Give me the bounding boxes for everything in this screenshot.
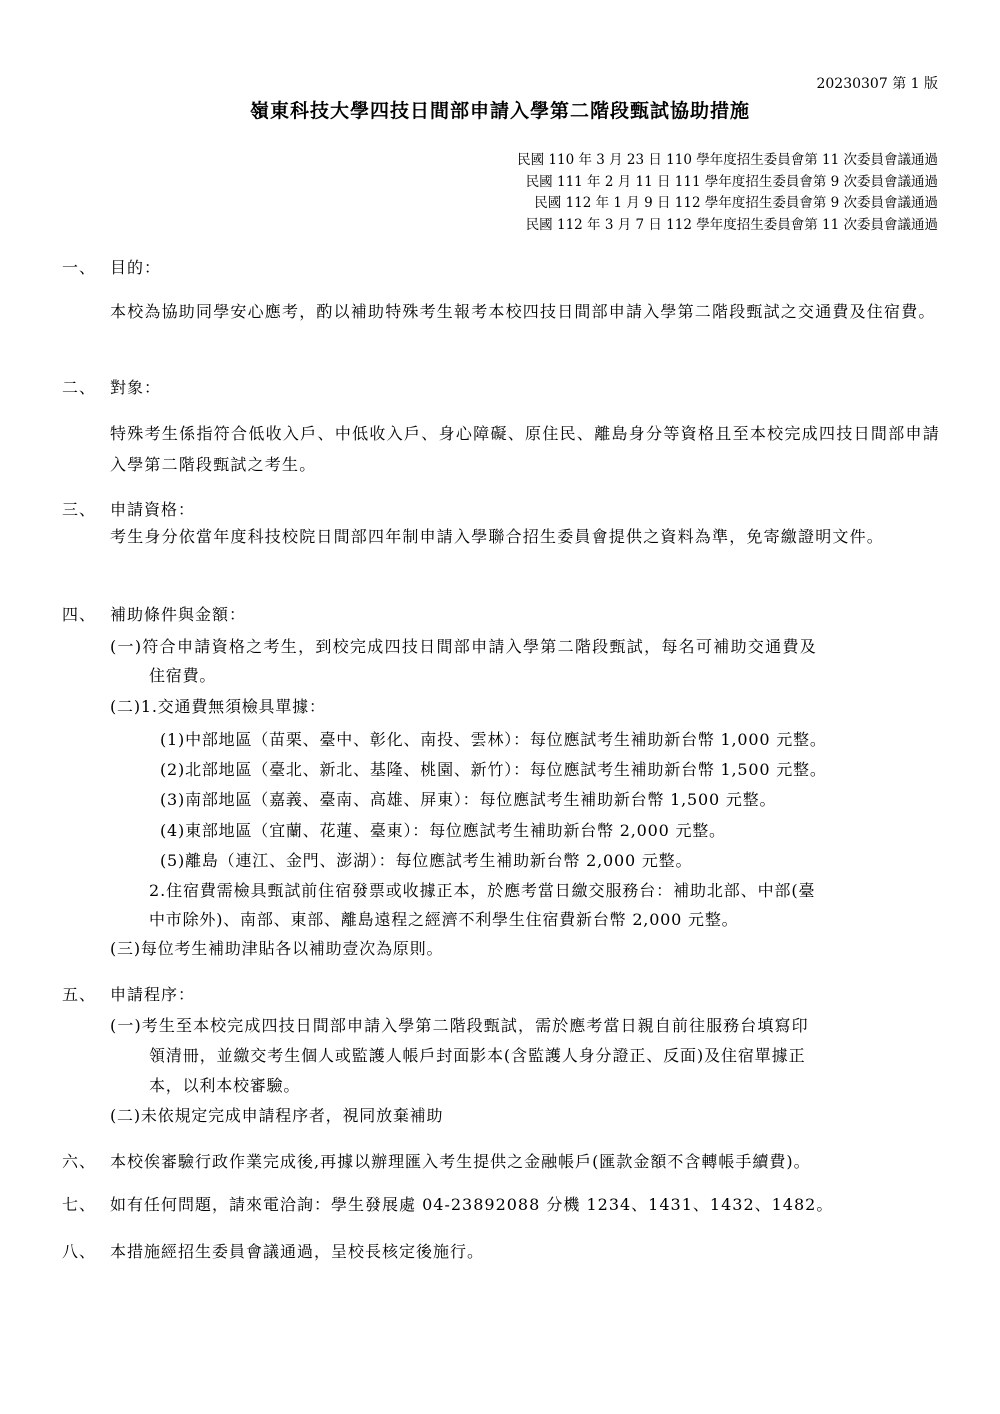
section-1-body: 本校為協助同學安心應考，酌以補助特殊考生報考本校四技日間部申請入學第二階段甄試之交通費及住宿費。	[110, 302, 936, 321]
approval-history	[517, 150, 938, 236]
section-5-heading	[62, 982, 195, 1005]
approval-line: 民國 112 年 3 月 7 日 112 學年度招生委員會第 11 次委員會議通過	[525, 216, 938, 233]
version-label: 20230307 第 1 版	[816, 76, 938, 92]
section-title: 對象：	[110, 378, 162, 397]
section-2-body: 特殊考生係指符合低收入戶、中低收入戶、身心障礙、原住民、離島身分等資格且至本校完成四技日間部申請入學第二階段甄試之考生。	[110, 424, 940, 474]
section-text: 本措施經招生委員會議通過，呈校長核定後施行。	[110, 1242, 485, 1261]
section-5-item-1-cont: 本，以利本校審驗。	[149, 1076, 301, 1095]
section-4-heading	[62, 602, 246, 625]
section-4-item-1: (一)符合申請資格之考生，到校完成四技日間部申請入學第二階段甄試，每名可補助交通費及	[110, 637, 818, 656]
section-number: 四、	[62, 605, 97, 624]
section-4-item-2: (二)1.交通費無須檢具單據：	[110, 697, 326, 716]
section-number: 八、	[62, 1242, 97, 1261]
section-5-item-2: (二)未依規定完成申請程序者，視同放棄補助	[110, 1106, 444, 1125]
section-7	[62, 1192, 833, 1215]
document-title: 嶺東科技大學四技日間部申請入學第二階段甄試協助措施	[249, 100, 750, 122]
section-8	[62, 1239, 484, 1262]
approval-line: 民國 110 年 3 月 23 日 110 學年度招生委員會第 11 次委員會議通過	[517, 152, 938, 168]
region-item: (4)東部地區（宜蘭、花蓮、臺東）：每位應試考生補助新台幣 2,000 元整。	[160, 821, 726, 840]
section-4-item-1-cont: 住宿費。	[149, 666, 217, 685]
section-number: 五、	[62, 985, 97, 1004]
region-item: (5)離島（連江、金門、澎湖）：每位應試考生補助新台幣 2,000 元整。	[160, 851, 693, 870]
section-5-item-1-cont: 領清冊，並繳交考生個人或監護人帳戶封面影本(含監護人身分證正、反面)及住宿單據正	[149, 1046, 806, 1065]
region-item: (2)北部地區（臺北、新北、基隆、桃園、新竹）：每位應試考生補助新台幣 1,500 元整。	[160, 760, 827, 779]
region-item: (1)中部地區（苗栗、臺中、彰化、南投、雲林）：每位應試考生補助新台幣 1,000 元整。	[160, 730, 827, 749]
section-3-body: 考生身分依當年度科技校院日間部四年制申請入學聯合招生委員會提供之資料為準，免寄繳證明文件。	[110, 527, 885, 546]
section-6	[62, 1149, 811, 1172]
section-text: 如有任何問題，請來電洽詢：學生發展處 04-23892088 分機 1234、1431、1432、1482。	[110, 1195, 834, 1214]
approval-line: 民國 112 年 1 月 9 日 112 學年度招生委員會第 9 次委員會議通過	[534, 195, 938, 211]
section-title: 申請程序：	[110, 985, 196, 1004]
section-number: 六、	[62, 1152, 97, 1171]
section-text: 本校俟審驗行政作業完成後,再據以辦理匯入考生提供之金融帳戶(匯款金額不含轉帳手續費)。	[110, 1152, 811, 1171]
section-title: 補助條件與金額：	[110, 605, 247, 624]
section-title: 申請資格：	[110, 500, 196, 519]
section-1-heading	[62, 255, 161, 278]
lodging-item: 2.住宿費需檢具甄試前住宿發票或收據正本，於應考當日繳交服務台：補助北部、中部(臺	[149, 881, 816, 900]
region-item: (3)南部地區（嘉義、臺南、高雄、屏東）：每位應試考生補助新台幣 1,500 元整。	[160, 790, 777, 809]
section-number: 三、	[62, 500, 97, 519]
section-title: 目的：	[110, 258, 162, 277]
section-number: 二、	[62, 378, 97, 397]
section-number: 七、	[62, 1195, 97, 1214]
lodging-item-cont: 中市除外)、南部、東部、離島遠程之經濟不利學生住宿費新台幣 2,000 元整。	[149, 910, 739, 929]
section-5-item-1: (一)考生至本校完成四技日間部申請入學第二階段甄試，需於應考當日親自前往服務台填寫印	[110, 1016, 809, 1035]
section-number: 一、	[62, 258, 97, 277]
section-3-heading	[62, 497, 195, 520]
section-2-heading	[62, 375, 161, 398]
section-4-item-3: (三)每位考生補助津貼各以補助壹次為原則。	[110, 939, 444, 958]
approval-line: 民國 111 年 2 月 11 日 111 學年度招生委員會第 9 次委員會議通過	[525, 173, 938, 190]
